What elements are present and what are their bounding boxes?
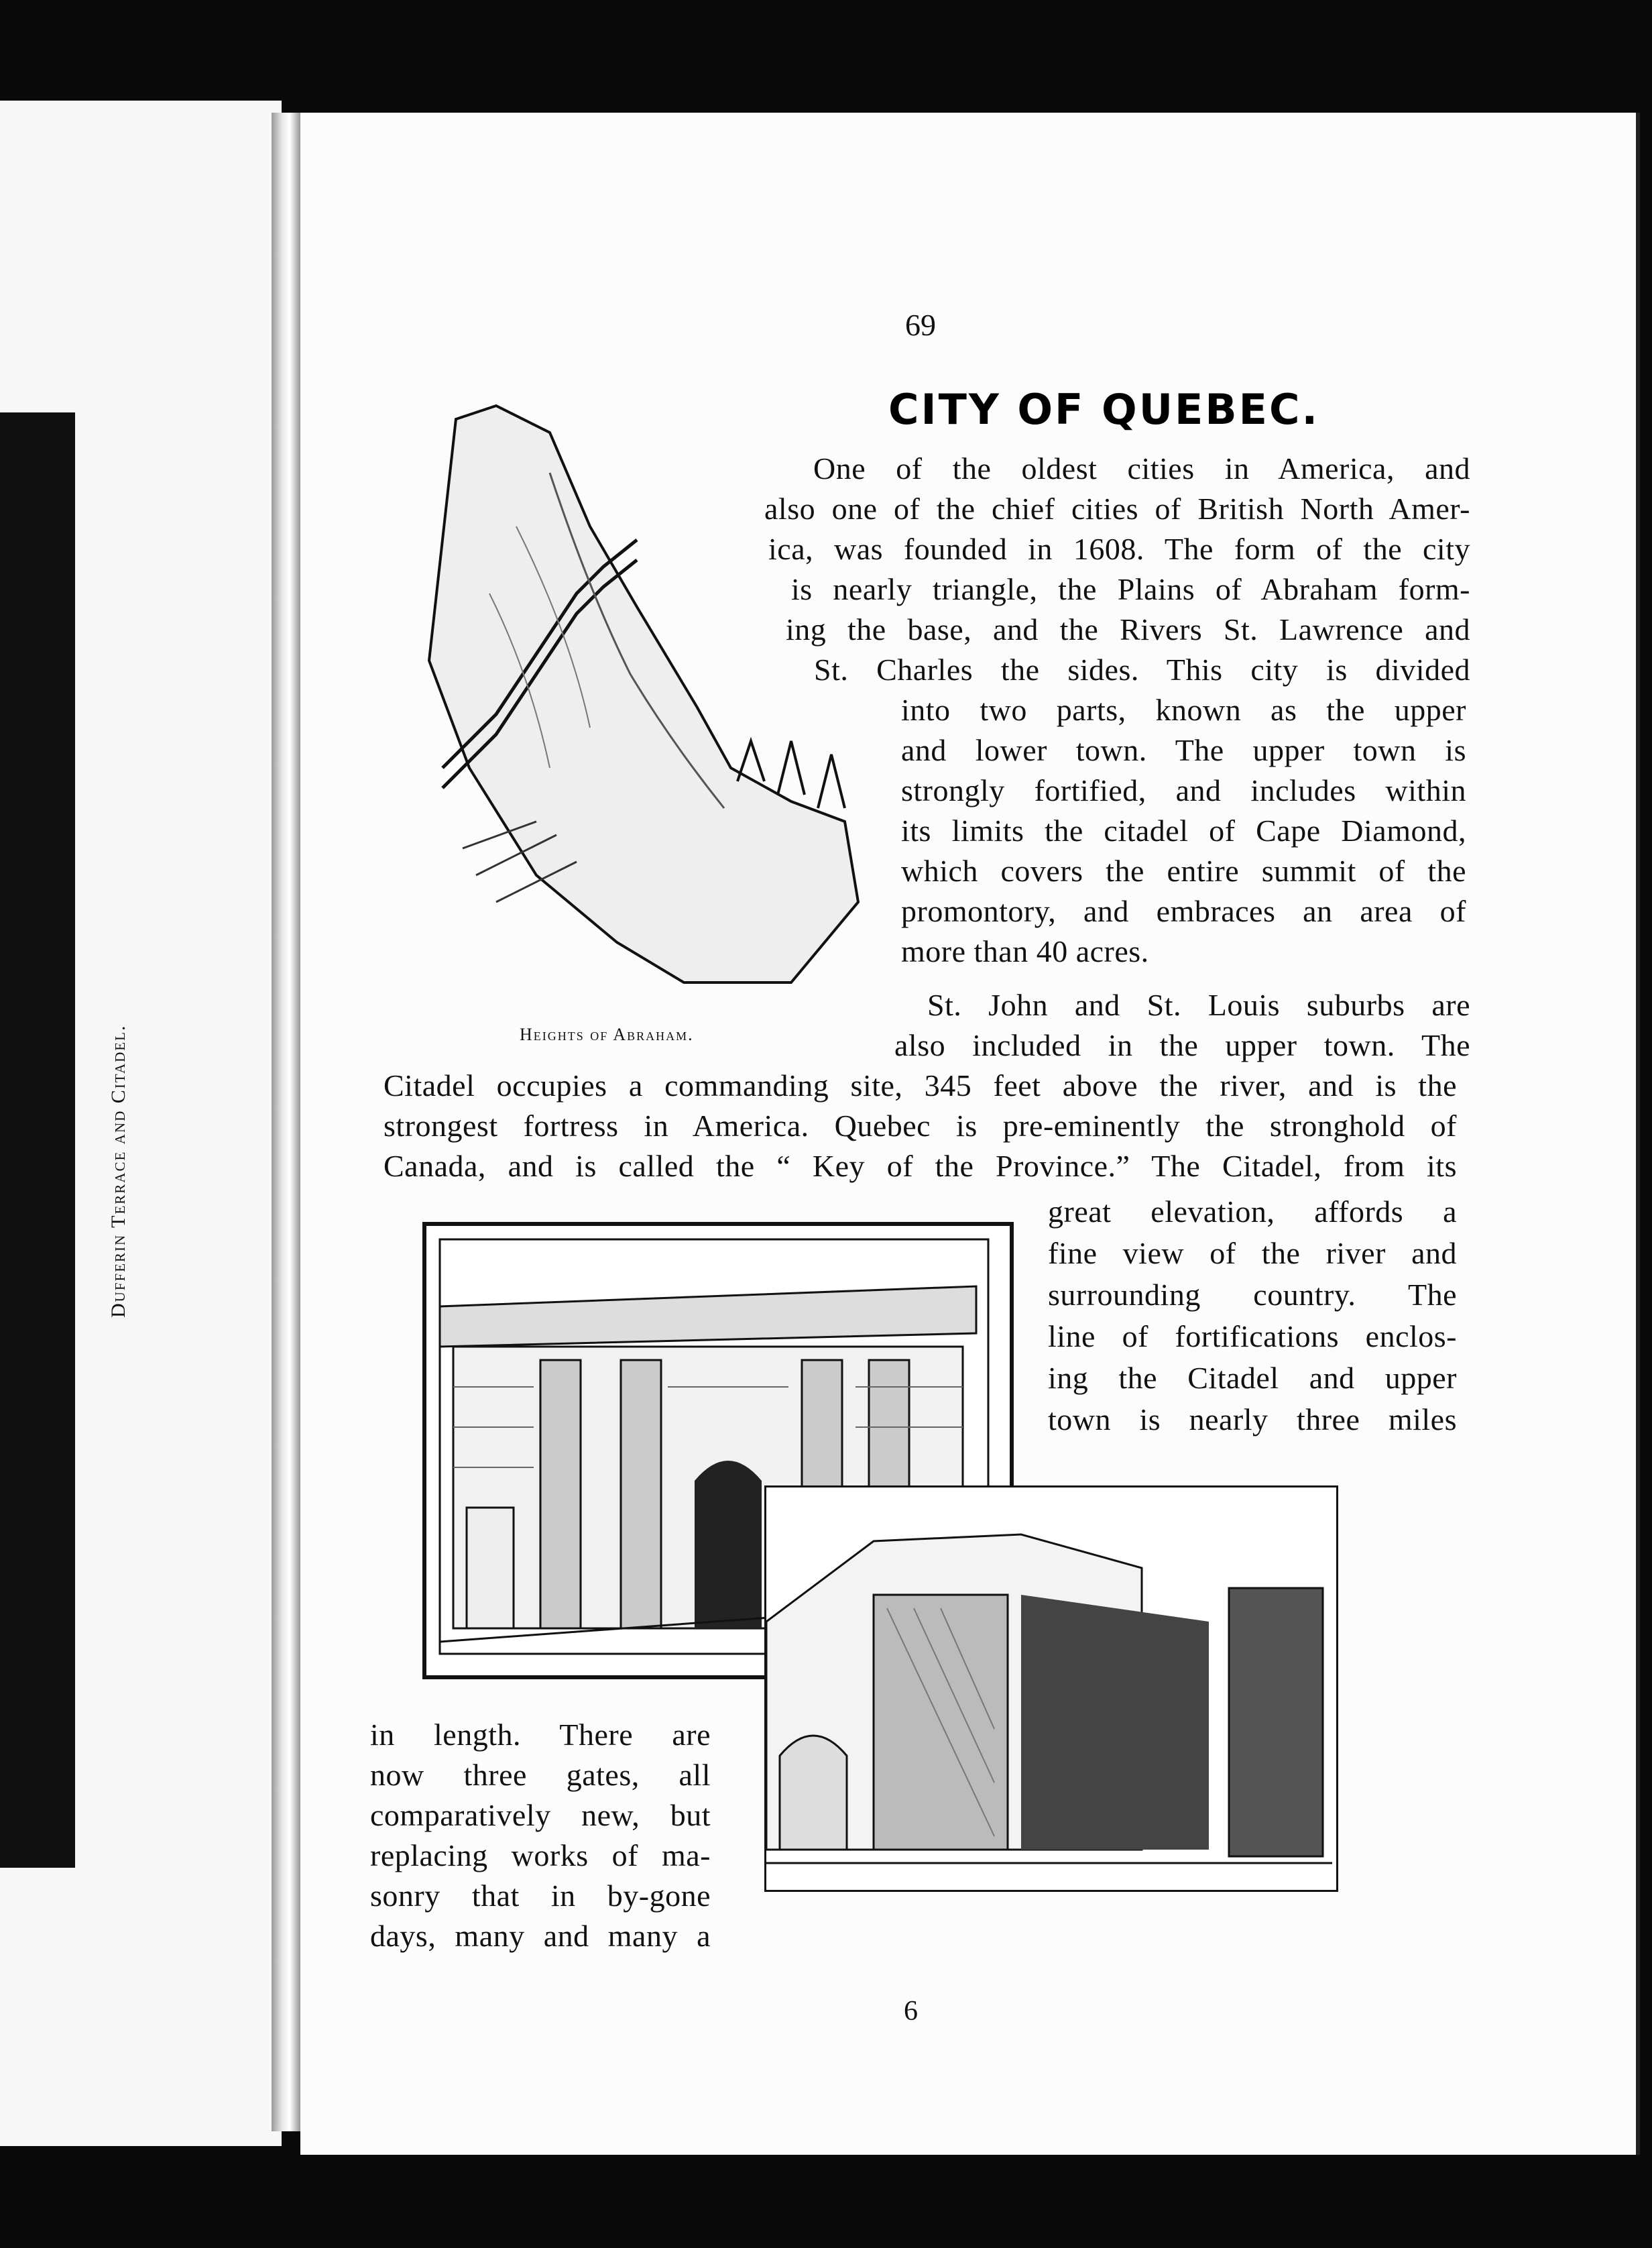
text-line: strongest fortress in America. Quebec is pre-eminently the stronghold of (384, 1109, 1457, 1143)
text-line: line of fortifications enclos- (1048, 1319, 1457, 1353)
text-line: also included in the upper town. The (894, 1028, 1470, 1062)
text-line: ing the base, and the Rivers St. Lawrence and (786, 612, 1470, 647)
heights-caption: Heights of Abraham. (520, 1025, 694, 1044)
text-line: is nearly triangle, the Plains of Abraham form- (791, 572, 1470, 606)
heights-of-abraham-illustration (416, 392, 872, 996)
text-line: ica, was founded in 1608. The form of the city (768, 532, 1470, 566)
text-line: and lower town. The upper town is (901, 733, 1466, 767)
text-line: now three gates, all (370, 1758, 711, 1792)
text-line: Canada, and is called the “ Key of the Province.” The Citadel, from its (384, 1149, 1457, 1183)
text-line: St. John and St. Louis suburbs are (927, 988, 1470, 1022)
gate-sketch-icon (766, 1487, 1332, 1886)
text-line: strongly fortified, and includes within (901, 773, 1466, 807)
left-plate-illustration (0, 412, 75, 1868)
text-line: Citadel occupies a commanding site, 345 feet above the river, and is the (384, 1068, 1457, 1103)
text-line: replacing works of ma- (370, 1838, 711, 1872)
text-line: surrounding country. The (1048, 1278, 1457, 1312)
page-title: CITY OF QUEBEC. (888, 385, 1320, 434)
text-line: days, many and many a (370, 1919, 711, 1953)
text-line: town is nearly three miles (1048, 1402, 1457, 1437)
text-line: which covers the entire summit of the (901, 854, 1466, 888)
text-line: fine view of the river and (1048, 1236, 1457, 1270)
book-spine (272, 113, 302, 2131)
text-line: into two parts, known as the upper (901, 693, 1466, 727)
text-line: also one of the chief cities of British North Amer- (764, 492, 1470, 526)
text-line: its limits the citadel of Cape Diamond, (901, 813, 1466, 848)
second-gate-illustration (764, 1485, 1338, 1892)
left-page-caption-text: Dufferin Terrace and Citadel. (107, 1024, 129, 1318)
text-line: One of the oldest cities in America, and (813, 451, 1470, 486)
cliff-sketch-icon (416, 392, 872, 996)
text-line: in length. There are (370, 1718, 711, 1752)
text-line: more than 40 acres. (901, 934, 1149, 968)
text-line: St. Charles the sides. This city is divided (814, 653, 1470, 687)
text-line: comparatively new, but (370, 1798, 711, 1832)
text-line: ing the Citadel and upper (1048, 1361, 1457, 1395)
text-line: promontory, and embraces an area of (901, 894, 1466, 928)
text-line: great elevation, affords a (1048, 1194, 1457, 1229)
page-number: 69 (905, 308, 936, 342)
text-line: sonry that in by-gone (370, 1878, 711, 1913)
footer-page-number: 6 (904, 1996, 918, 2027)
